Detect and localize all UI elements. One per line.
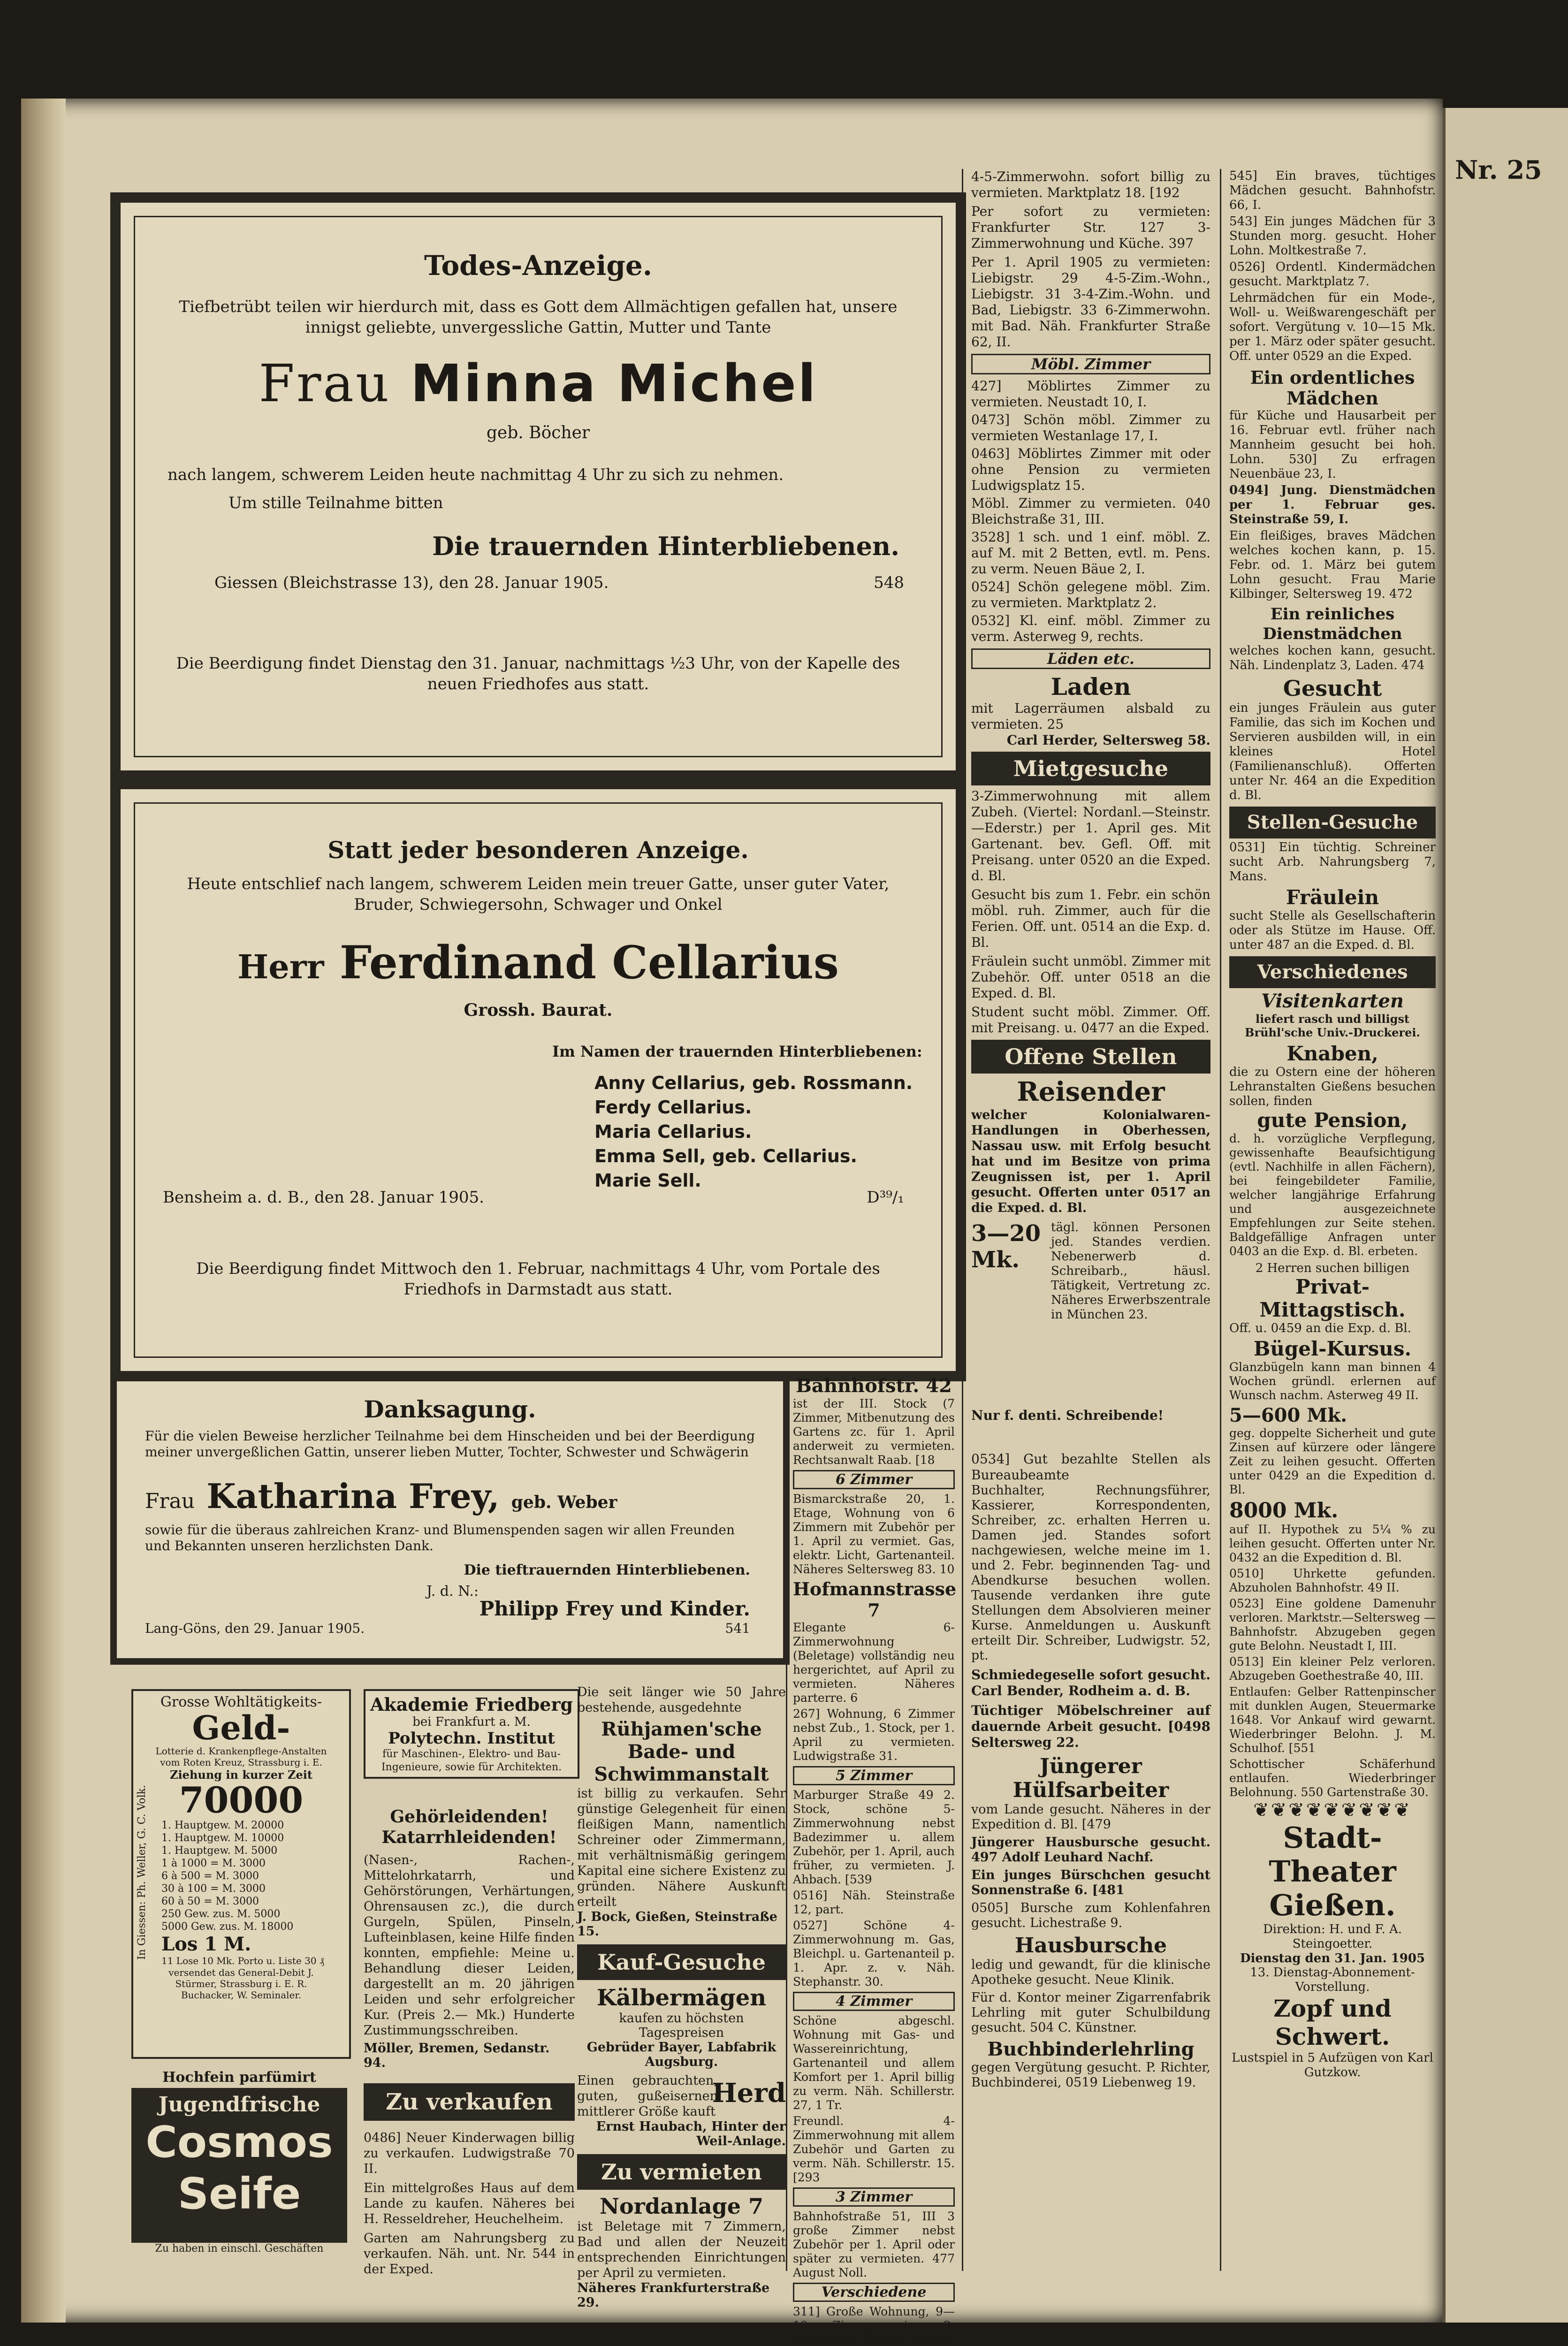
prize-list: 1. Hauptgew. M. 20000 1. Hauptgew. M. 10000 1. Hauptgew. M. 5000 1 à 1000 = M. 3000 6 à 500 = M. 3000 30 à 100 = M. 3000 60 à 50 = M. 3000 250 Gew. zus. M. 5000 5000 Gew. zus. M. 18000: [161, 1820, 294, 1933]
notice-title: Danksagung.: [364, 1395, 536, 1423]
notice-place-date: Bensheim a. d. B., den 28. Januar 1905.: [163, 1188, 484, 1207]
theater-title: Stadt-Theater Gießen.: [1269, 1820, 1396, 1922]
zu-verkaufen-header: Zu verkaufen: [364, 2083, 575, 2121]
notice-signed: Die trauernden Hinterbliebenen.: [432, 531, 899, 561]
book-spine: [21, 99, 66, 2323]
page-number: Nr. 25: [1455, 155, 1542, 185]
play-title: Zopf und Schwert.: [1273, 1995, 1392, 2050]
notice-title: Statt jeder besonderen Anzeige.: [327, 836, 749, 864]
column-6: 545] Ein braves, tüchtiges Mädchen gesucht. Bahnhofstr. 66, I. 543] Ein junges Mädchen für 3 Stunden morg. gesucht. Hoher Lohn. Moltkestraße 7. 0526] Ordentl. Kindermädchen gesucht. Marktplatz 7. Lehrmädchen für ein Mode-, Woll- u. Weißwarengeschäft per sofort. Vergütung v. 10—15 Mk. per 1. März oder später gesucht. Off. unter 0529 an die Exped. Ein ordentliches Mädchen für Küche und Hausarbeit per 16. Februar evtl. früher nach Mannheim gesucht bei hoh. Lohn. 530] Zu erfragen Neuenbäue 23, I. 0494] Jung. Dienstmädchen per 1. Februar ges. Steinstraße 59, I. Ein fleißiges, braves Mädchen welches kochen kann, p. 15. Febr. od. 1. März bei gutem Lohn gesucht. Frau Marie Kilbinger, Seltersweg 19. 472 Ein reinliches Dienstmädchen welches kochen kann, gesucht. Näh. Lindenplatz 3, Laden. 474 Gesucht ein junges Fräulein aus guter Familie, das sich im Kochen und Servieren ausbilden will, in ein kleines Hotel (Familienanschluß). Offerten unter Nr. 464 an die Expedition d. Bl. Stellen-Gesuche 0531] Ein tüchtig. Schreiner sucht Arb. Nahrungsberg 7, Mans. Fräulein sucht Stelle als Gesellschafterin oder als Stütze im Hause. Off. unter 487 an die Exped. d. Bl. Verschiedenes Visitenkarten liefert rasch und billigst Brühl'sche Univ.-Druckerei. Knaben, die zu Ostern eine der höheren Lehranstalten Gießens besuchen sollen, finden gute Pension, d. h. vorzügliche Verpflegung, gewissenhafte Beaufsichtigung (evtl. Nachhilfe in allen Fächern), bei feingebildeter Familie, welcher langjährige Erfahrung und ausgezeichnete Empfehlungen zur Seite stehen. Baldgefällige Anfragen unter 0403 an die Exp. d. Bl. erbeten. 2 Herren suchen billigen Privat-Mittagstisch. Off. u. 0459 an die Exp. d. Bl. Bügel-Kursus. Glanzbügeln kann man binnen 4 Wochen gründl. erlernen auf Wunsch nachm. Asterweg 49 II. 5—600 Mk. geg. doppelte Sicherheit und gute Zinsen auf kürzere oder längere Zeit zu leihen gesucht. Offerten unter 0429 an die Expedition d. Bl. 8000 Mk. auf II. Hypothek zu 5¼ % zu leihen gesucht. Offerten unter Nr. 0432 an die Expedition d. Bl. 0510] Uhrkette gefunden. Abzuholen Bahnhofstr. 49 II. 0523] Eine goldene Damenuhr verloren. Marktstr.—Seltersweg —Bahnhofstr. Abzugeben gegen gute Belohn. Neustadt I, III. 0513] Ein kleiner Pelz verloren. Abzugeben Goethestraße 40, III. Entlaufen: Gelber Rattenpinscher mit dunklen Augen, Steuermarke 1648. Vor Ankauf wird gewarnt. Wiederbringer Belohn. J. M. Schulhof. [551 Schottischer Schäferhund entlaufen. Wiederbringer Belohnung. 550 Gartenstraße 30. ❦❦❦❦❦❦❦❦❦ Stadt-Theater Gießen. Direktion: H. und F. A. Steingoetter. Dienstag den 31. Jan. 1905 13. Dienstag-Abonnement-Vorstellung. Zopf und Schwert. Lustspiel in 5 Aufzügen von Karl Gutzkow.: [1229, 169, 1436, 2079]
zu-verkaufen-list: 0486] Neuer Kinderwagen billig zu verkaufen. Ludwigstraße 70 II. Ein mittelgroßes Haus auf dem Lande zu kaufen. Näheres bei H. Resseldreher, Heuchelheim. Garten am Nahrungsberg zu verkaufen. Näh. unt. Nr. 544 in der Exped.: [364, 2131, 575, 2277]
mietgesuche-header: Mietgesuche: [971, 752, 1210, 785]
column-3: Die seit länger wie 50 Jahre bestehende, ausgedehnte Rühjamen'sche Bade- und Schwimmanstalt ist billig zu verkaufen. Sehr günstige Gelegenheit für einen fleißigen Mann, namentlich Schreiner oder Zimmermann, mit verhältnismäßig geringem Kapital eine sichere Existenz zu gründen. Nähere Auskunft erteilt J. Bock, Gießen, Steinstraße 15. Kauf-Gesuche Kälbermägen kaufen zu höchsten Tagespreisen Gebrüder Bayer, Labfabrik Augsburg. Einen gebrauchten, guten, gußeisernen mittlerer Größe kauft Herd Ernst Haubach, Hinter der Weil-Anlage. Zu vermieten Nordanlage 7 ist Beletage mit 7 Zimmern, Bad und allen der Neuzeit entsprechenden Einrichtungen per April zu vermieten. Näheres Frankfurterstraße 29.: [577, 1685, 786, 2310]
lottery-ad: Grosse Wohltätigkeits- Geld- Lotterie d. Krankenpflege-Anstalten vom Roten Kreuz, Strassburg i. E. Ziehung in kurzer Zeit 70000 1. Hauptgew. M. 20000 1. Hauptgew. M. 10000 1. Hauptgew. M. 5000 1 à 1000 = M. 3000 6 à 500 = M. 3000 30 à 100 = M. 3000 60 à 50 = M. 3000 250 Gew. zus. M. 5000 5000 Gew. zus. M. 18000 Los 1 M. 11 Lose 10 Mk. Porto u. Liste 30 ₰ versendet das General-Debit J. Stürmer, Strassburg i. E. R. Buchacker, W. Seminaler. In Giessen: Ph. Weller, G. C. Volk.: [131, 1689, 351, 2059]
deceased-role: Grossh. Baurat.: [464, 1000, 613, 1020]
cosmos-brand: Cosmos Seife: [145, 2117, 333, 2219]
notice-body: Heute entschlief nach langem, schwerem Leiden mein treuer Gatte, unser guter Vater, Bruder, Schwiegersohn, Schwager und Onkel: [187, 875, 890, 914]
notice-place-date: Lang-Göns, den 29. Januar 1905.: [145, 1621, 365, 1636]
mourners-list: Anny Cellarius, geb. Rossmann. Ferdy Cellarius. Maria Cellarius. Emma Sell, geb. Cellarius. Marie Sell.: [594, 1073, 913, 1191]
funeral-info: Die Beerdigung findet Mittwoch den 1. Februar, nachmittags 4 Uhr, vom Portale des Friedhofs in Darmstadt aus statt.: [196, 1259, 880, 1299]
offene-stellen-header: Offene Stellen: [971, 1040, 1210, 1074]
deceased-name: Frau Minna Michel: [259, 353, 818, 413]
notice-request: Um stille Teilnahme bitten: [228, 494, 443, 512]
deceased-name: Herr Ferdinand Cellarius: [237, 936, 839, 989]
notice-body-2: sowie für die überaus zahlreichen Kranz- und Blumenspenden sagen wir allen Freunden und Bekannten unseren herzlichsten Dank.: [145, 1522, 735, 1554]
bath-title: Rühjamen'sche Bade- und Schwimmanstalt: [594, 1718, 769, 1785]
column-4-bottom: Bahnhofstr. 42 ist der III. Stock (7 Zimmer, Mitbenutzung des Gartens zc. für 1. April anderweit zu vermieten. Rechtsanwalt Raab. [18 6 Zimmer Bismarckstraße 20, 1. Etage, Wohnung von 6 Zimmern mit Zubehör per 1. April zu vermiet. Gas, elektr. Licht, Gartenanteil. Näheres Seltersweg 83. 10 Hofmannstrasse 7 Elegante 6-Zimmerwohnung (Beletage) vollständig neu hergerichtet, auf April zu vermieten. Näheres parterre. 6 267] Wohnung, 6 Zimmer nebst Zub., 1. Stock, per 1. April zu vermieten. Ludwigstraße 31. 5 Zimmer Marburger Straße 49 2. Stock, schöne 5-Zimmerwohnung nebst Badezimmer u. allem Zubehör, per 1. April, auch früher, zu vermieten. J. Ahbach. [539 0516] Näh. Steinstraße 12, part. 0527] Schöne 4-Zimmerwohnung m. Gas, Bleichpl. u. Gartenanteil p. 1. Apr. z. v. Näh. Stephanstr. 30. 4 Zimmer Schöne abgeschl. Wohnung mit Gas- und Wassereinrichtung, Gartenanteil und allem Komfort per 1. April billig zu verm. Näh. Schillerstr. 27, 1 Tr. Freundl. 4-Zimmerwohnung mit allem Zubehör und Garten zu verm. Näh. Schillerstr. 15. [293 3 Zimmer Bahnhofstraße 51, III 3 große Zimmer nebst Zubehör per 1. April oder später zu vermieten. 477 August Noll. Verschiedene 311] Große Wohnung, 9—10 Zimmer im 2. Stockwerk, event. weitere: [793, 1375, 957, 2346]
verschiedenes-header: Verschiedenes: [1229, 956, 1436, 988]
notice-number: 541: [725, 1621, 750, 1636]
notice-body: Für die vielen Beweise herzlicher Teilnahme bei dem Hinscheiden und bei der Beerdigung meiner unvergeßlichen Gattin, unserer lieben Mutter, Tochter, Schwester und Schwägerin: [145, 1428, 755, 1460]
mourners-heading: Im Namen der trauernden Hinterbliebenen:: [552, 1043, 922, 1060]
newspaper-page: [21, 99, 1443, 2346]
notice-body-2: nach langem, schwerem Leiden heute nachmittag 4 Uhr zu sich zu nehmen.: [167, 465, 784, 484]
drei-zimmer-header: 3 Zimmer: [793, 2187, 955, 2207]
deceased-name: Frau Katharina Frey, geb. Weber: [145, 1476, 617, 1516]
death-notice-cellarius: [110, 779, 966, 1381]
lottery-title: Geld-: [192, 1708, 290, 1747]
lottery-amount: 70000: [179, 1779, 304, 1821]
death-notice-michel: [110, 192, 966, 781]
notice-signer: Philipp Frey und Kinder.: [479, 1597, 750, 1620]
fuenf-zimmer-header: 5 Zimmer: [793, 1766, 955, 1785]
notice-body: Tiefbetrübt teilen wir hierdurch mit, dass es Gott dem Allmächtigen gefallen hat, unsere innigst geliebte, unvergessliche Gattin, Mutter und Tante: [179, 297, 898, 337]
column-4-top: 4-5-Zimmerwohn. sofort billig zu vermieten. Marktplatz 18. [192 Per sofort zu vermieten: Frankfurter Str. 127 3-Zimmerwohnung und Küche. 397 Per 1. April 1905 zu vermieten: Liebigstr. 29 4-5-Zim.-Wohn., Liebigstr. 31 3-4-Zim.-Wohn. und Bad, Liebigstr. 33 6-Zimmerwohn. mit Bad. Näh. Frankfurter Straße 62, II. Möbl. Zimmer 427] Möblirtes Zimmer zu vermieten. Neustadt 10, I. 0473] Schön möbl. Zimmer zu vermieten Westanlage 17, I. 0463] Möblirtes Zimmer mit oder ohne Pension zu vermieten Ludwigsplatz 15. Möbl. Zimmer zu vermieten. 040 Bleichstraße 31, III. 3528] 1 sch. und 1 einf. möbl. Z. auf M. mit 2 Betten, evtl. m. Pens. zu verm. Neuen Bäue 2, I. 0524] Schön gelegene möbl. Zim. zu vermieten. Marktplatz 2. 0532] Kl. einf. möbl. Zimmer zu verm. Asterweg 9, rechts. Läden etc. Laden mit Lagerräumen alsbald zu vermieten. 25 Carl Herder, Seltersweg 58. Mietgesuche 3-Zimmerwohnung mit allem Zubeh. (Viertel: Nordanl.—Steinstr.—Ederstr.) per 1. April ges. Mit Gartenant. bev. Gefl. Off. mit Preisang. unter 0520 an die Exped. d. Bl. Gesucht bis zum 1. Febr. ein schön möbl. ruh. Zimmer, auch für die Ferien. Off. unt. 0514 an die Exp. d. Bl. Fräulein sucht unmöbl. Zimmer mit Zubehör. Off. unter 0518 an die Exped. d. Bl. Student sucht möbl. Zimmer. Off. mit Preisang. u. 0477 an die Exped. Offene Stellen Reisender welcher Kolonialwaren-Handlungen in Oberhessen, Nassau usw. mit Erfolg besucht hat und im Besitze von prima Zeugnissen ist, per 1. April gesucht. Offerten unter 0517 an die Exped. d. Bl. 3—20 Mk. tägl. können Personen jed. Standes verdien. Nebenerwerb d. Schreibarb., häusl. Tätigkeit, Vertretung zc. Näheres Erwerbszentrale in München 23.: [971, 169, 1210, 1322]
laden-header: Läden etc.: [971, 648, 1210, 669]
notice-signed: Die tieftrauernden Hinterbliebenen.: [464, 1562, 750, 1578]
notice-place-date: Giessen (Bleichstrasse 13), den 28. Januar 1905.: [214, 573, 609, 592]
lottery-side-text: In Giessen: Ph. Weller, G. C. Volk.: [136, 1785, 148, 1960]
adjacent-page: [1443, 108, 1568, 2323]
thanks-notice-frey: [110, 1375, 790, 1665]
notice-number: 548: [874, 573, 904, 592]
notice-iname: J. d. N.:: [426, 1583, 479, 1600]
notice-number: D³⁹/₁: [867, 1188, 904, 1207]
zu-vermieten-header: Zu vermieten: [577, 2154, 786, 2190]
akademie-ad: Akademie Friedberg bei Frankfurt a. M. Polytechn. Institut für Maschinen-, Elektro- und Bau-Ingenieure, sowie für Architekten.: [364, 1689, 579, 1779]
column-5: Nur f. denti. Schreibende! 0534] Gut bezahlte Stellen als Bureaubeamte Buchhalter, Rechnungsführer, Kassierer, Korrespondenten, Schreiber, zc. erhalten Herren u. Damen jed. Standes sofort nachgewiesen, welche meine im 1. und 2. Febr. beginnenden Tag- und Abendkurse besuchen wollen. Tausende verdanken ihre gute Stellungen dem Absolvieren meiner Kurse. Anmeldungen u. Auskunft erteilt Dir. Schreiber, Ludwigstr. 52, pt. Schmiedegeselle sofort gesucht. Carl Bender, Rodheim a. d. B. Tüchtiger Möbelschreiner auf dauernde Arbeit gesucht. [0498 Seltersweg 22. Jüngerer Hülfsarbeiter vom Lande gesucht. Näheres in der Expedition d. Bl. [479 Jüngerer Hausbursche gesucht. 497 Adolf Leuhard Nachf. Ein junges Bürschchen gesucht Sonnenstraße 6. [481 0505] Bursche zum Kohlenfahren gesucht. Lichestraße 9. Hausbursche ledig und gewandt, für die klinische Apotheke gesucht. Neue Klinik. Für d. Kontor meiner Zigarrenfabrik Lehrling mit guter Schulbildung gesucht. 504 C. Künstner. Buchbinderlehrling gegen Vergütung gesucht. P. Richter, Buchbinderei, 0519 Liebenweg 19.: [971, 1408, 1210, 2090]
sechs-zimmer-header: 6 Zimmer: [793, 1470, 955, 1489]
ornament-border: ❦❦❦❦❦❦❦❦❦: [1253, 1799, 1412, 1821]
gehoer-ad: Gehörleidenden! Katarrhleidenden! (Nasen-, Rachen-, Mittelohrkatarrh, und Gehörstörungen, Verhärtungen, Ohrensausen zc.), die durch Gurgeln, Spülen, Pinseln, Lufteinblasen, keine Hilfe finden konnten, empfiehle: Meine u. Behandlung dieser Leiden, dargestellt an m. 20 jährigen Leiden und sehr erfolgreicher Kur. (Preis 2.— Mk.) Hunderte Zustimmungsschreiben. Möller, Bremen, Sedanstr. 94.: [364, 1807, 575, 2070]
kauf-gesuche-header: Kauf-Gesuche: [577, 1944, 786, 1980]
verschiedene-header: Verschiedene: [793, 2283, 955, 2302]
born-name: geb. Böcher: [486, 423, 590, 442]
stellen-gesuche-header: Stellen-Gesuche: [1229, 807, 1436, 838]
vier-zimmer-header: 4 Zimmer: [793, 1992, 955, 2011]
cosmos-soap-ad: Hochfein parfümirt Jugendfrische Cosmos Seife Zu haben in einschl. Geschäften: [131, 2069, 347, 2266]
funeral-info: Die Beerdigung findet Dienstag den 31. Januar, nachmittags ½3 Uhr, von der Kapelle des neuen Friedhofes aus statt.: [176, 654, 900, 693]
moebl-zimmer-header: Möbl. Zimmer: [971, 354, 1210, 374]
notice-title: Todes-Anzeige.: [424, 250, 653, 282]
